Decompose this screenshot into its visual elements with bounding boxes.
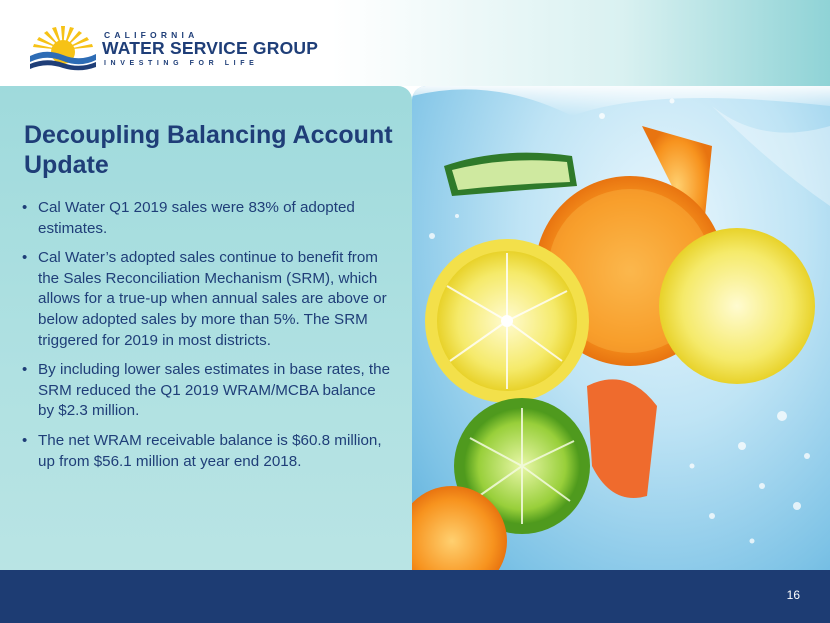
citrus-splash-image-icon [412, 86, 830, 570]
company-logo [26, 22, 326, 72]
bullet-item [20, 248, 392, 351]
slide-title: Decoupling Balancing Account Update [24, 121, 393, 179]
bullet-text: By including lower sales estimates in base rates, the SRM reduced the Q1 2019 WRAM/MCBA balance by $2.3 million. [38, 361, 391, 420]
bullet-dot: • [22, 431, 28, 449]
bullet-item [20, 198, 392, 239]
bullet-item [20, 431, 392, 472]
logo-name: WATER SERVICE GROUP [102, 38, 319, 58]
bullet-item [20, 360, 392, 422]
page-number: 16 [786, 588, 800, 602]
bullet-dot: • [22, 361, 28, 379]
bullet-text: Cal Water’s adopted sales continue to benefit from the Sales Reconciliation Mechanism (SRM), which allows for a true-up when annual sales are above or below adopted sales by more than 5%. The SRM triggered for 2019 in most districts. [38, 249, 387, 349]
bullet-dot: • [22, 249, 28, 267]
bullet-list [20, 198, 392, 481]
sun-wave-logo-icon [26, 22, 100, 72]
footer-bar [0, 570, 830, 623]
bullet-text: The net WRAM receivable balance is $60.8 million, up from $56.1 million at year end 2018. [38, 431, 382, 470]
logo-top-line: CALIFORNIA [104, 30, 199, 40]
bullet-dot: • [22, 199, 28, 216]
citrus-splash-photo [412, 86, 830, 570]
bullet-text: Cal Water Q1 2019 sales were 83% of adopted estimates. [38, 199, 355, 237]
logo-tagline: INVESTING FOR LIFE [104, 60, 259, 67]
